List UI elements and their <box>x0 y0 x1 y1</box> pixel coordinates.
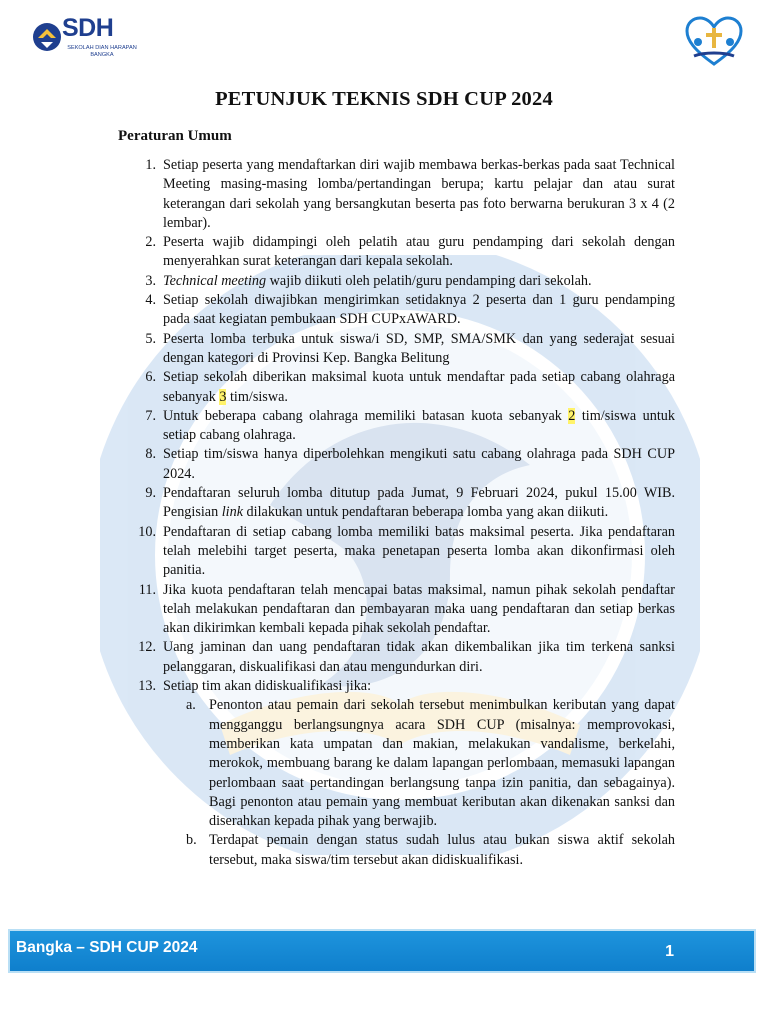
list-item: 3. Technical meeting wajib diikuti oleh pelatih/guru pendamping dari sekolah. <box>145 272 592 289</box>
section-heading: Peraturan Umum <box>118 128 232 144</box>
brand-name: SDH <box>62 14 114 42</box>
heart-cross-logo-icon <box>684 16 744 68</box>
list-item: 13. Setiap tim akan didiskualifikasi jika: <box>138 678 372 695</box>
list-item: 4. Setiap sekolah diwajibkan mengirimkan setidaknya 2 peserta dan 1 guru pendamping pada saat kegiatan pembukaan SDH CUPxAWARD. <box>145 292 675 328</box>
list-item: 12. Uang jaminan dan uang pendaftaran tidak akan dikembalikan jika tim terkena sanksi pelanggaran, diskualifikasi dan atau mengundurkan diri. <box>138 639 675 675</box>
sub-list-item: a. Penonton atau pemain dari sekolah tersebut menimbulkan keributan yang dapat mengganggu berlangsungnya acara SDH CUP (misalnya: memprovokasi, memberikan kata umpatan dan makian, melakukan vandalisme, berkelahi, merokok, membuang barang ke dalam lapangan perlombaan, memasuki lapangan perlombaan saat pertandingan berlangsung tanpa izin panitia, dan sebagainya). Bagi penonton atau pemain yang membuat keributan akan dikenakan sanksi dan diserahkan kepada pihak yang berwajib. <box>186 697 675 830</box>
list-item: 10. Pendaftaran di setiap cabang lomba memiliki batas maksimal peserta. Jika pendaftaran telah melebihi target peserta, maka penetapan peserta lomba akan dikonfirmasi oleh panitia. <box>138 523 675 579</box>
sdh-logo <box>30 14 142 62</box>
document-title: PETUNJUK TEKNIS SDH CUP 2024 <box>215 88 553 110</box>
sub-list-item: b. Terdapat pemain dengan status sudah lulus atau bukan siswa aktif sekolah tersebut, maka siswa/tim tersebut akan didiskualifikasi. <box>186 832 675 868</box>
list-item: 8. Setiap tim/siswa hanya diperbolehkan mengikuti satu cabang olahraga pada SDH CUP 2024. <box>145 446 675 482</box>
highlighted-number: 2 <box>568 407 576 424</box>
list-item: 1. Setiap peserta yang mendaftarkan diri wajib membawa berkas-berkas pada saat Technical Meeting masing-masing lomba/pertandingan berupa; kartu pelajar dan atau surat keterangan dari sekolah yang bersangkutan beserta pas foto berwarna berukuran 3 x 4 (2 lembar). <box>145 157 675 231</box>
list-item: 11. Jika kuota pendaftaran telah mencapai batas maksimal, namun pihak sekolah pendaftar telah melakukan pendaftaran dan pembayaran maka uang pendaftaran dan setiap berkas akan dikirimkan kembali kepada pihak sekolah pendaftar. <box>138 581 675 637</box>
list-item: 7. Untuk beberapa cabang olahraga memiliki batasan kuota sebanyak 2 tim/siswa untuk setiap cabang olahraga. <box>145 407 675 444</box>
footer-text: Bangka – SDH CUP 2024 <box>16 939 198 956</box>
highlighted-number: 3 <box>219 388 227 405</box>
list-item: 5. Peserta lomba terbuka untuk siswa/i SD, SMP, SMA/SMK dan yang sederajat sesuai dengan kategori di Provinsi Kep. Bangka Belitung <box>145 330 675 366</box>
list-item: 6. Setiap sekolah diberikan maksimal kuota untuk mendaftar pada setiap cabang olahraga sebanyak 3 tim/siswa. <box>145 369 675 405</box>
list-item: 2. Peserta wajib didampingi oleh pelatih atau guru pendamping dari sekolah dengan menyerahkan surat keterangan dari kepala sekolah. <box>145 234 675 270</box>
rules-list <box>0 156 768 870</box>
page-number: 1 <box>665 943 674 960</box>
list-item: 9. Pendaftaran seluruh lomba ditutup pada Jumat, 9 Februari 2024, pukul 15.00 WIB. Pengisian link dilakukan untuk pendaftaran beberapa lomba yang akan diikuti. <box>145 485 675 521</box>
brand-subtitle: SEKOLAH DIAN HARAPAN BANGKA <box>67 45 137 58</box>
sdh-emblem-icon <box>32 22 62 52</box>
page-footer <box>8 929 756 973</box>
